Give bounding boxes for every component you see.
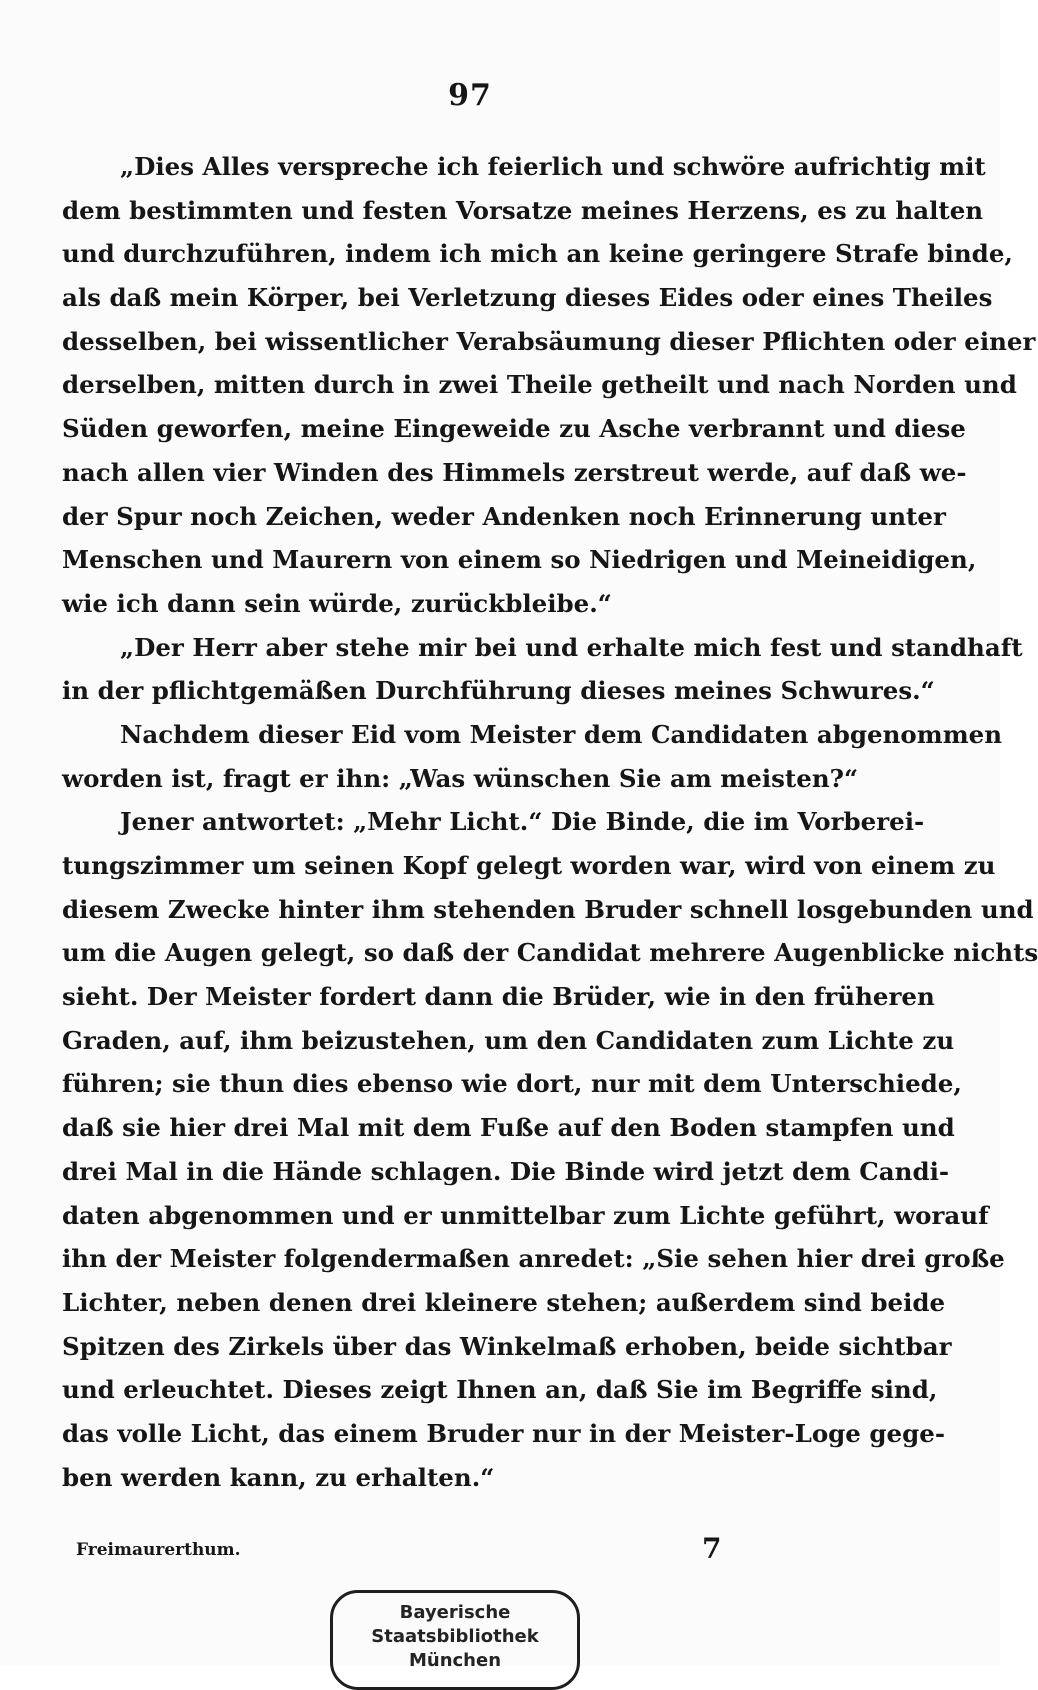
page-footer xyxy=(62,1532,882,1576)
text-line: drei Mal in die Hände schlagen. Die Binde wird jetzt dem Candi- xyxy=(62,1156,950,1186)
text-line: in der pflichtgemäßen Durchführung dieses meines Schwures.“ xyxy=(62,676,935,706)
page-number: 97 xyxy=(448,78,492,113)
text-line: Graden, auf, ihm beizustehen, um den Candidaten zum Lichte zu xyxy=(62,1025,955,1055)
text-line: nach allen vier Winden des Himmels zerstreut werde, auf daß we- xyxy=(62,457,967,487)
text-line: tungszimmer um seinen Kopf gelegt worden war, wird von einem zu xyxy=(62,851,996,880)
text-line: um die Augen gelegt, so daß der Candidat mehrere Augenblicke nichts xyxy=(62,938,1038,968)
text-line: worden ist, fragt er ihn: „Was wünschen Sie am meisten?“ xyxy=(62,763,859,793)
signature-mark: Freimaurerthum. xyxy=(76,1540,241,1560)
text-line: „Dies Alles verspreche ich feierlich und schwöre aufrichtig mit xyxy=(120,152,986,181)
body-text xyxy=(62,145,1038,1499)
text-line: Spitzen des Zirkels über das Winkelmaß erhoben, beide sichtbar xyxy=(62,1331,952,1361)
text-line: und durchzuführen, indem ich mich an keine geringere Strafe binde, xyxy=(62,239,1013,269)
library-stamp xyxy=(330,1590,580,1690)
stamp-line: München xyxy=(408,1650,502,1671)
sheet-number: 7 xyxy=(702,1532,722,1565)
stamp-line: Staatsbibliothek xyxy=(371,1626,539,1647)
text-line: Nachdem dieser Eid vom Meister dem Candidaten abgenommen xyxy=(120,719,1003,749)
text-line: derselben, mitten durch in zwei Theile getheilt und nach Norden und xyxy=(62,370,1017,400)
text-line: desselben, bei wissentlicher Verabsäumung dieser Pflichten oder einer xyxy=(62,326,1036,356)
text-line: daten abgenommen und er unmittelbar zum Lichte geführt, worauf xyxy=(62,1200,989,1230)
text-line: Lichter, neben denen drei kleinere stehen; außerdem sind beide xyxy=(62,1287,946,1317)
text-line: das volle Licht, das einem Bruder nur in der Meister-Loge gege- xyxy=(62,1418,946,1448)
text-line: und erleuchtet. Dieses zeigt Ihnen an, daß Sie im Begriffe sind, xyxy=(62,1375,938,1405)
text-line: führen; sie thun dies ebenso wie dort, nur mit dem Unterschiede, xyxy=(62,1069,962,1099)
text-line: dem bestimmten und festen Vorsatze meines Herzens, es zu halten xyxy=(62,195,984,225)
text-line: Menschen und Maurern von einem so Niedrigen und Meineidigen, xyxy=(62,545,977,575)
text-line: Süden geworfen, meine Eingeweide zu Asche verbrannt und diese xyxy=(62,414,966,444)
stamp-line: Bayerische xyxy=(399,1602,511,1623)
text-line: wie ich dann sein würde, zurückbleibe.“ xyxy=(62,588,612,618)
text-line: sieht. Der Meister fordert dann die Brüder, wie in den früheren xyxy=(62,982,935,1012)
text-line: daß sie hier drei Mal mit dem Fuße auf den Boden stampfen und xyxy=(62,1113,955,1143)
text-line: Jener antwortet: „Mehr Licht.“ Die Binde, die im Vorberei- xyxy=(120,807,925,837)
text-line: ihn der Meister folgendermaßen anredet: „Sie sehen hier drei große xyxy=(62,1244,1005,1274)
text-line: diesem Zwecke hinter ihm stehenden Bruder schnell losgebunden und xyxy=(62,894,1034,924)
text-line: ben werden kann, zu erhalten.“ xyxy=(62,1462,495,1492)
text-line: der Spur noch Zeichen, weder Andenken noch Erinnerung unter xyxy=(62,501,946,531)
text-line: als daß mein Körper, bei Verletzung dieses Eides oder eines Theiles xyxy=(62,283,993,313)
text-line: „Der Herr aber stehe mir bei und erhalte mich fest und standhaft xyxy=(120,632,1023,662)
